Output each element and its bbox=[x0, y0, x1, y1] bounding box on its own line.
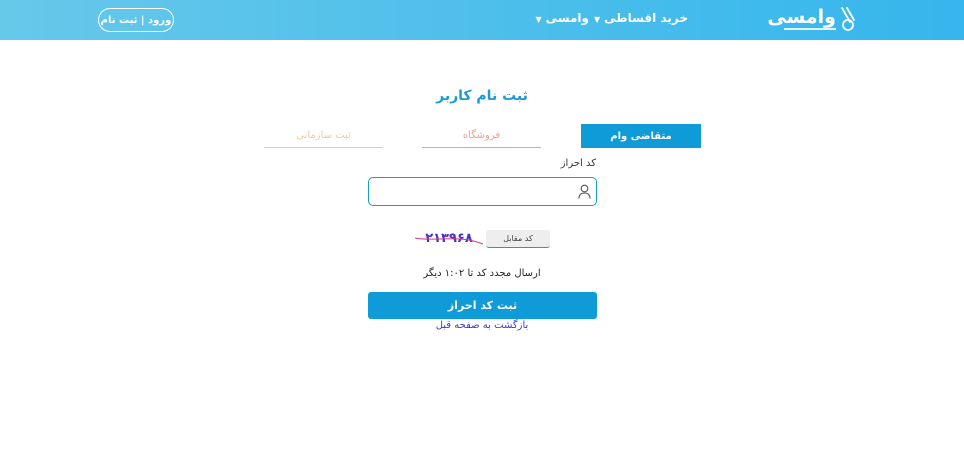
nav-installment-label: خرید اقساطی bbox=[604, 11, 688, 25]
submit-code-button[interactable]: ثبت کد احراز bbox=[368, 292, 597, 319]
code-field-label: کد احراز bbox=[560, 158, 596, 169]
captcha-image bbox=[413, 230, 485, 248]
top-header bbox=[0, 0, 964, 40]
nav-vamsi-label: وامسی bbox=[545, 11, 589, 25]
captcha-noise-line bbox=[413, 230, 485, 248]
logo[interactable] bbox=[767, 5, 858, 35]
nav-installment-purchase[interactable] bbox=[594, 11, 688, 25]
login-register-button[interactable]: ورود | ثبت نام bbox=[98, 8, 174, 32]
page-title: ثبت نام کاربر bbox=[436, 88, 528, 104]
captcha-text: ۲۱۳۹۶۸ bbox=[425, 231, 473, 246]
back-link-row bbox=[0, 320, 964, 331]
tab-organizational[interactable]: ثبت سازمانی bbox=[264, 124, 383, 148]
tab-store[interactable]: فروشگاه bbox=[422, 124, 541, 148]
back-to-previous-link[interactable]: بازگشت به صفحه قبل bbox=[435, 320, 529, 331]
logo-underline bbox=[784, 28, 836, 30]
logo-mark-icon bbox=[838, 6, 858, 32]
verification-code-input[interactable] bbox=[375, 182, 571, 201]
chevron-down-icon: ▼ bbox=[593, 14, 601, 24]
logo-text: وامسی bbox=[767, 6, 836, 28]
captcha-refresh-button[interactable]: کد مقابل bbox=[486, 230, 550, 248]
nav-vamsi[interactable] bbox=[535, 11, 589, 25]
resend-countdown-text: ارسال مجدد کد تا ۱:۰۲ دیگر bbox=[423, 268, 541, 279]
user-icon bbox=[578, 184, 591, 199]
code-field[interactable] bbox=[368, 177, 597, 206]
tab-loan-applicant[interactable]: متقاضی وام bbox=[581, 124, 701, 148]
chevron-down-icon: ▼ bbox=[535, 14, 542, 24]
